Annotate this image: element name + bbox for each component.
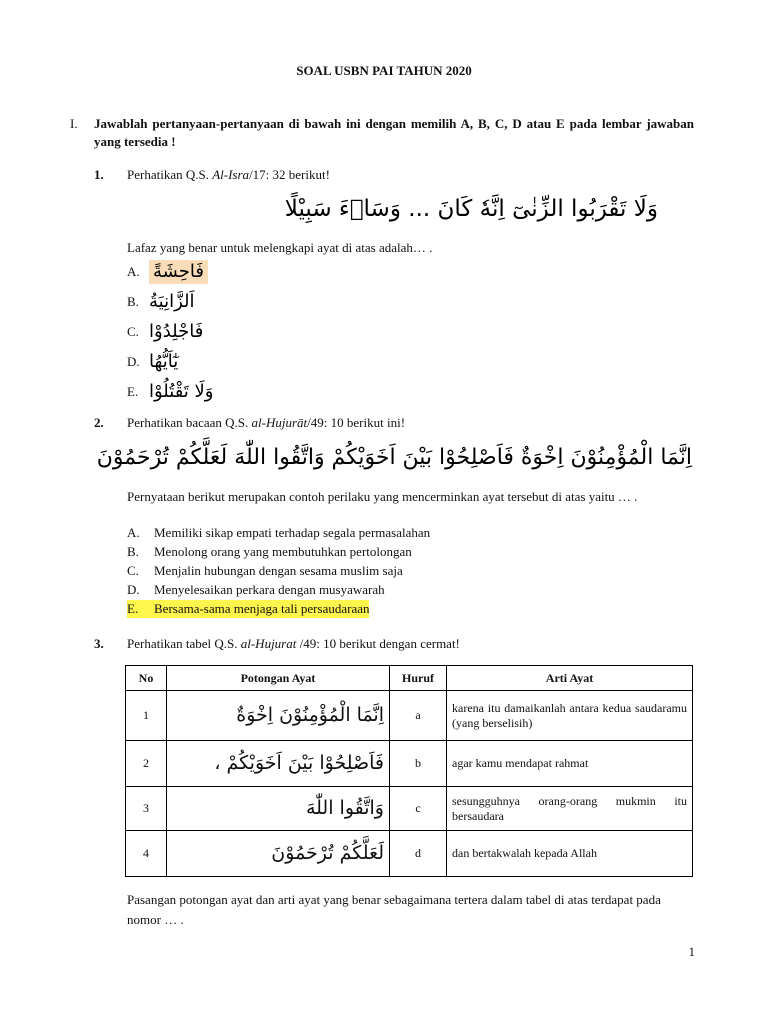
q2-option-b[interactable] xyxy=(127,543,412,561)
option-text: Menjalin hubungan dengan sesama muslim saja xyxy=(154,563,403,578)
option-text: فَاحِشَةً xyxy=(149,260,208,284)
cell-huruf: d xyxy=(390,831,447,877)
q1-prompt-suffix: /17: 32 berikut! xyxy=(249,167,330,182)
option-letter: B. xyxy=(127,544,139,559)
cell-no: 1 xyxy=(126,691,167,741)
q2-verse: اِنَّمَا الْمُؤْمِنُوْنَ اِخْوَةٌ فَاَصْلِحُوْا بَيْنَ اَخَوَيْكُمْ وَاتَّقُوا اللّٰهَ لَعَلَّكُمْ تُرْحَمُوْنَ xyxy=(96,445,692,470)
table-header: Huruf xyxy=(390,666,447,691)
q1-prompt-prefix: Perhatikan Q.S. xyxy=(127,167,213,182)
cell-ayat: وَاتَّقُوا اللّٰهَ xyxy=(167,787,390,831)
q2-option-d[interactable] xyxy=(127,581,385,599)
cell-arti: sesungguhnya orang-orang mukmin itu bersaudara xyxy=(447,787,693,831)
q1-option-d[interactable] xyxy=(127,350,178,374)
q2-question: Pernyataan berikut merupakan contoh perilaku yang mencerminkan ayat tersebut di atas yaitu … . xyxy=(127,489,638,504)
q2-option-c[interactable] xyxy=(127,562,403,580)
table-row xyxy=(126,787,693,831)
page-title: SOAL USBN PAI TAHUN 2020 xyxy=(296,63,472,78)
q3-prompt-suffix: /49: 10 berikut dengan cermat! xyxy=(296,636,460,651)
table-header: No xyxy=(126,666,167,691)
cell-no: 4 xyxy=(126,831,167,877)
table-row xyxy=(126,831,693,877)
cell-arti: karena itu damaikanlah antara kedua saudaramu (yang berselisih) xyxy=(447,691,693,741)
option-letter: C. xyxy=(127,563,139,578)
table-header: Arti Ayat xyxy=(447,666,693,691)
option-text: Bersama-sama menjaga tali persaudaraan xyxy=(154,601,370,616)
q2-option-e[interactable] xyxy=(127,600,369,618)
option-letter: E. xyxy=(127,384,139,400)
q3-prompt xyxy=(127,635,460,653)
cell-ayat: فَاَصْلِحُوْا بَيْنَ اَخَوَيْكُمْ ، xyxy=(167,741,390,787)
table-row xyxy=(126,741,693,787)
q2-option-a[interactable] xyxy=(127,524,430,542)
option-text: اَلزَّانِيَةُ xyxy=(149,291,195,312)
cell-huruf: a xyxy=(390,691,447,741)
ayat-table xyxy=(125,665,693,877)
q1-option-b[interactable] xyxy=(127,290,195,314)
option-letter: D. xyxy=(127,354,140,370)
cell-ayat: لَعَلَّكُمْ تُرْحَمُوْنَ xyxy=(167,831,390,877)
q3-question: Pasangan potongan ayat dan arti ayat yang benar sebagaimana tertera dalam tabel di atas terdapat pada nomor … . xyxy=(127,892,661,927)
q2-prompt-surah: al-Hujurāt xyxy=(251,415,308,430)
section-number: I. xyxy=(70,116,78,131)
q2-prompt-prefix: Perhatikan bacaan Q.S. xyxy=(127,415,252,430)
q1-prompt xyxy=(127,166,330,184)
q3-prompt-prefix: Perhatikan tabel Q.S. xyxy=(127,636,241,651)
cell-ayat: اِنَّمَا الْمُؤْمِنُوْنَ اِخْوَةٌ xyxy=(167,691,390,741)
option-text: وَلَا تَقْتُلُوْا xyxy=(149,381,214,402)
q1-verse: وَلَا تَقْرَبُوا الزِّنٰىٓ اِنَّهٗ كَانَ ... وَسَاۤءَ سَبِيْلًا xyxy=(284,196,658,222)
option-text: Menolong orang yang membutuhkan pertolongan xyxy=(154,544,412,559)
option-letter: A. xyxy=(127,264,140,280)
option-letter: E. xyxy=(127,601,139,616)
q2-number: 2. xyxy=(94,415,104,430)
cell-huruf: b xyxy=(390,741,447,787)
q1-prompt-surah: Al-Isra xyxy=(212,167,250,182)
option-letter: D. xyxy=(127,582,140,597)
table-row xyxy=(126,691,693,741)
option-text: فَاجْلِدُوْا xyxy=(149,321,204,342)
option-letter: B. xyxy=(127,294,139,310)
option-text: Memiliki sikap empati terhadap segala permasalahan xyxy=(154,525,431,540)
q1-option-c[interactable] xyxy=(127,320,203,344)
q2-prompt-suffix: /49: 10 berikut ini! xyxy=(307,415,406,430)
option-text: Menyelesaikan perkara dengan musyawarah xyxy=(154,582,385,597)
q2-prompt xyxy=(127,414,405,432)
option-letter: A. xyxy=(127,525,140,540)
cell-huruf: c xyxy=(390,787,447,831)
page-number: 1 xyxy=(688,944,695,959)
q1-question: Lafaz yang benar untuk melengkapi ayat di atas adalah… . xyxy=(127,240,433,255)
cell-no: 3 xyxy=(126,787,167,831)
section-instruction: Jawablah pertanyaan-pertanyaan di bawah ini dengan memilih A, B, C, D atau E pada lembar jawaban yang tersedia ! xyxy=(94,116,694,149)
table-header-row xyxy=(126,666,693,691)
option-text: يٰٓاَيُّهُا xyxy=(149,351,179,372)
cell-no: 2 xyxy=(126,741,167,787)
q1-number: 1. xyxy=(94,167,104,182)
table-header: Potongan Ayat xyxy=(167,666,390,691)
q3-number: 3. xyxy=(94,636,104,651)
q1-option-a[interactable] xyxy=(127,260,208,284)
q1-option-e[interactable] xyxy=(127,380,214,404)
option-letter: C. xyxy=(127,324,139,340)
q3-prompt-surah: al-Hujurat xyxy=(240,636,297,651)
cell-arti: agar kamu mendapat rahmat xyxy=(447,741,693,787)
cell-arti: dan bertakwalah kepada Allah xyxy=(447,831,693,877)
